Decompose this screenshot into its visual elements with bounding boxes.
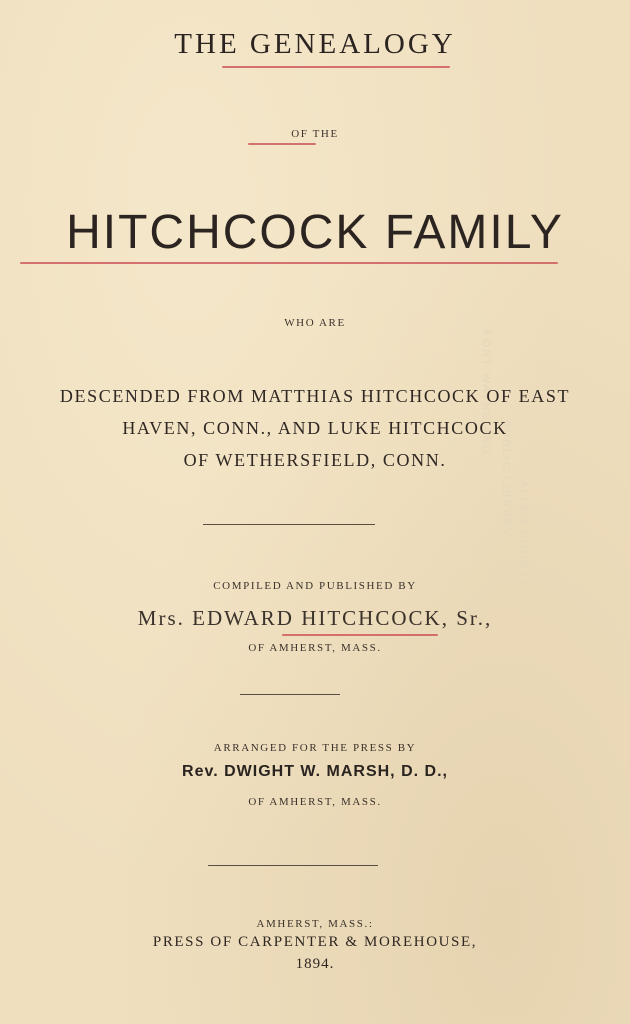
library-stamp-text-2: PUBLIC LIBRARY (500, 420, 512, 538)
who-are-label: WHO ARE (284, 317, 346, 329)
red-underline-of-the (248, 143, 316, 145)
compiler-name: Mrs. EDWARD HITCHCOCK, Sr., (137, 606, 493, 630)
divider-rule-2 (240, 694, 340, 695)
arranged-by-label: ARRANGED FOR THE PRESS BY (213, 742, 417, 754)
description-line-1: DESCENDED FROM MATTHIAS HITCHCOCK OF EAST (59, 386, 571, 406)
title-line-genealogy: THE GENEALOGY (174, 28, 456, 60)
red-underline-hitchcock-family (20, 262, 558, 264)
title-line-hitchcock-family: HITCHCOCK FAMILY (66, 206, 564, 259)
compiled-by-label: COMPILED AND PUBLISHED BY (213, 580, 417, 592)
imprint-press: PRESS OF CARPENTER & MOREHOUSE, (152, 934, 478, 950)
library-stamp-text-3: ALLEN COUNTY (518, 480, 530, 589)
arranger-name: Rev. DWIGHT W. MARSH, D. D., (182, 763, 448, 780)
red-underline-compiler (282, 634, 438, 636)
compiler-place: OF AMHERST, MASS. (248, 642, 382, 654)
title-line-of-the: OF THE (291, 128, 339, 140)
red-underline-genealogy (222, 66, 450, 68)
arranger-place: OF AMHERST, MASS. (248, 796, 382, 808)
description-line-2: HAVEN, CONN., AND LUKE HITCHCOCK (122, 418, 508, 438)
divider-rule-1 (203, 524, 375, 525)
imprint-year: 1894. (295, 956, 335, 972)
imprint-place: AMHERST, MASS.: (256, 918, 374, 930)
divider-rule-3 (208, 865, 378, 866)
description-line-3: OF WETHERSFIELD, CONN. (183, 450, 447, 470)
library-stamp-text-1: FORT WAYNE AND (480, 330, 492, 456)
